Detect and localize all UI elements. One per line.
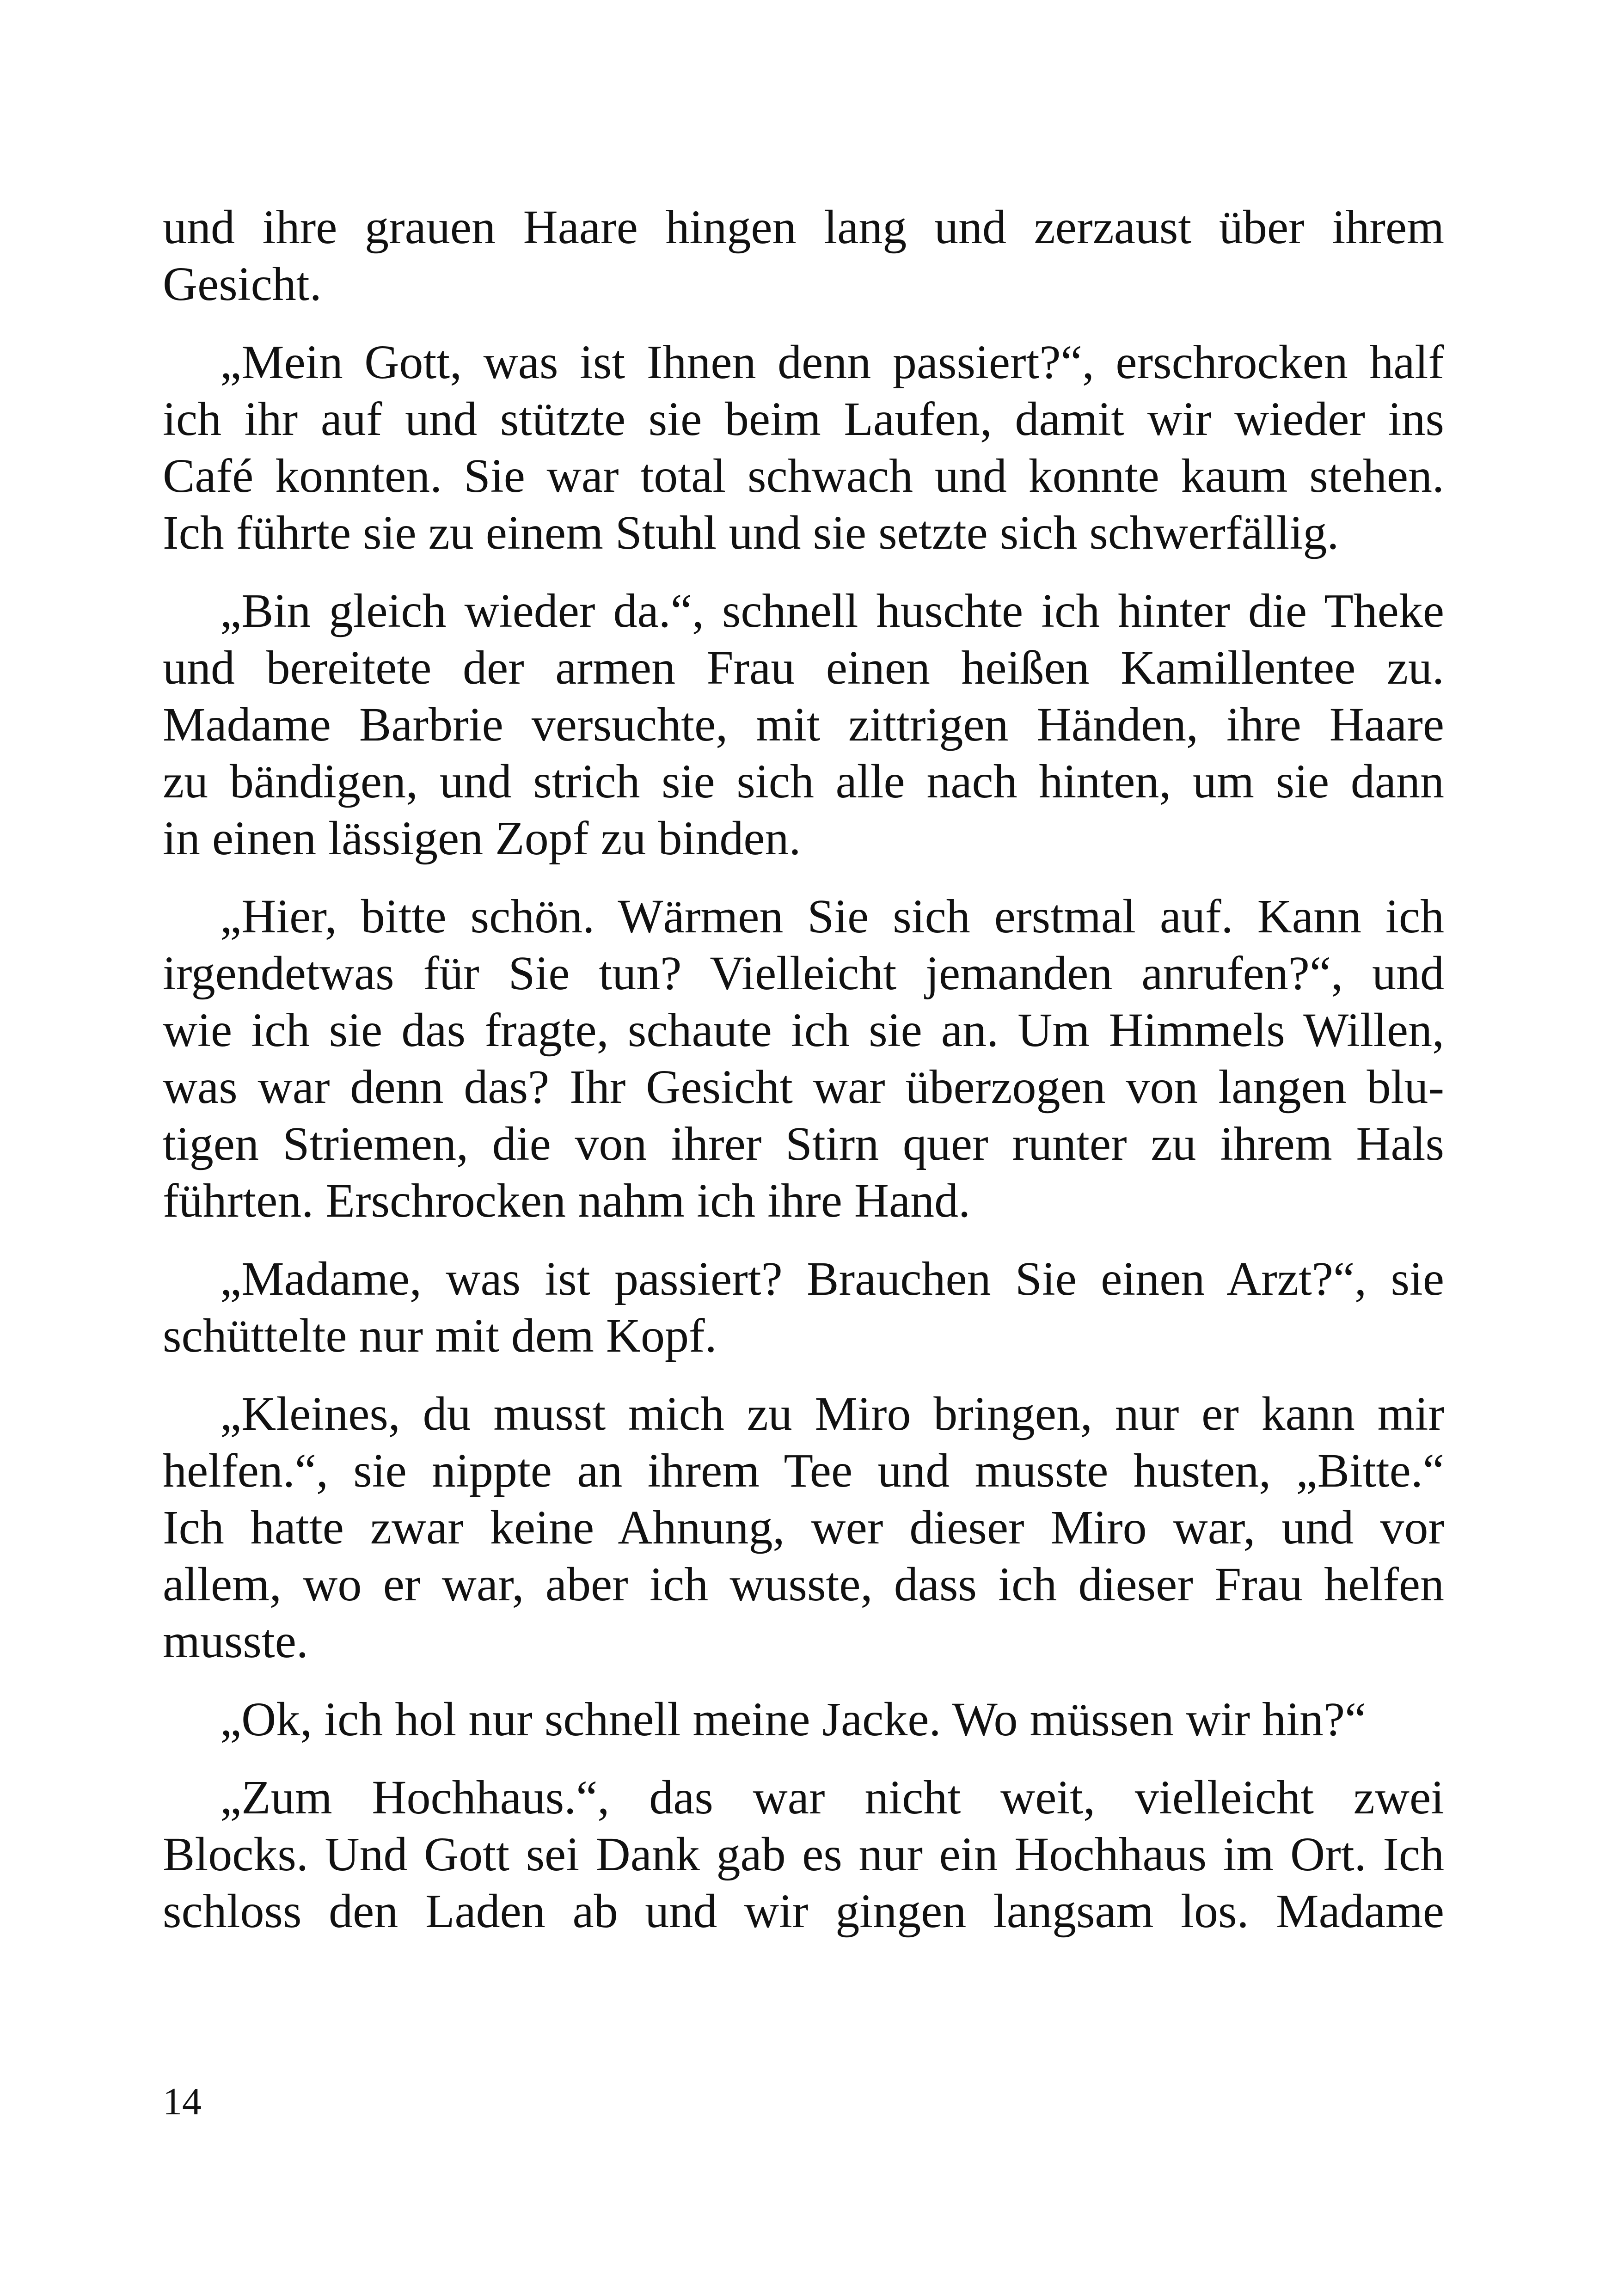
text-line: „Zum Hochhaus.“, das war nicht weit, vielleicht zwei xyxy=(220,1771,1444,1824)
text-line: „Ok, ich hol nur schnell meine Jacke. Wo müssen wir hin?“ xyxy=(220,1693,1367,1746)
page-number: 14 xyxy=(163,2080,202,2123)
paragraph xyxy=(163,334,1444,561)
text-line: irgendetwas für Sie tun? Vielleicht jemanden anrufen?“, und xyxy=(163,947,1444,1000)
text-line: schüttelte nur mit dem Kopf. xyxy=(163,1309,717,1362)
text-line: Café konnten. Sie war total schwach und konnte kaum stehen. xyxy=(163,449,1444,502)
text-line: schloss den Laden ab und wir gingen langsam los. Madame xyxy=(163,1885,1444,1938)
text-line: Ich führte sie zu einem Stuhl und sie setzte sich schwerfällig. xyxy=(163,506,1339,559)
text-line: allem, wo er war, aber ich wusste, dass ich dieser Frau helfen xyxy=(163,1558,1444,1611)
text-line: zu bändigen, und strich sie sich alle nach hinten, um sie dann xyxy=(163,755,1444,808)
paragraph xyxy=(163,888,1444,1229)
text-line: „Mein Gott, was ist Ihnen denn passiert?“, erschrocken half xyxy=(220,336,1444,389)
text-line: Madame Barbrie versuchte, mit zittrigen Händen, ihre Haare xyxy=(163,698,1444,751)
body-text xyxy=(163,199,1444,1940)
paragraph xyxy=(163,1691,1444,1748)
text-line: Blocks. Und Gott sei Dank gab es nur ein Hochhaus im Ort. Ich xyxy=(163,1828,1444,1881)
text-line: wie ich sie das fragte, schaute ich sie an. Um Himmels Willen, xyxy=(163,1004,1444,1057)
text-line: helfen.“, sie nippte an ihrem Tee und musste husten, „Bitte.“ xyxy=(163,1444,1444,1497)
text-line: was war denn das? Ihr Gesicht war überzogen von langen blu- xyxy=(163,1060,1444,1114)
text-line: Gesicht. xyxy=(163,257,322,311)
text-line: und bereitete der armen Frau einen heißen Kamillentee zu. xyxy=(163,641,1444,694)
text-line: „Bin gleich wieder da.“, schnell huschte ich hinter die Theke xyxy=(220,584,1444,637)
paragraph xyxy=(163,1769,1444,1940)
paragraph xyxy=(163,199,1444,312)
text-line: führten. Erschrocken nahm ich ihre Hand. xyxy=(163,1174,971,1227)
text-line: in einen lässigen Zopf zu binden. xyxy=(163,812,801,865)
text-line: und ihre grauen Haare hingen lang und zerzaust über ihrem xyxy=(163,201,1444,254)
text-line: „Hier, bitte schön. Wärmen Sie sich erstmal auf. Kann ich xyxy=(220,890,1444,943)
paragraph xyxy=(163,1250,1444,1364)
text-line: „Madame, was ist passiert? Brauchen Sie einen Arzt?“, sie xyxy=(220,1252,1444,1305)
text-line: tigen Striemen, die von ihrer Stirn quer runter zu ihrem Hals xyxy=(163,1117,1444,1170)
paragraph xyxy=(163,582,1444,867)
paragraph xyxy=(163,1385,1444,1670)
text-line: Ich hatte zwar keine Ahnung, wer dieser Miro war, und vor xyxy=(163,1501,1444,1554)
text-line: „Kleines, du musst mich zu Miro bringen, nur er kann mir xyxy=(220,1387,1444,1440)
text-line: ich ihr auf und stützte sie beim Laufen, damit wir wieder ins xyxy=(163,392,1444,446)
text-line: musste. xyxy=(163,1615,308,1668)
